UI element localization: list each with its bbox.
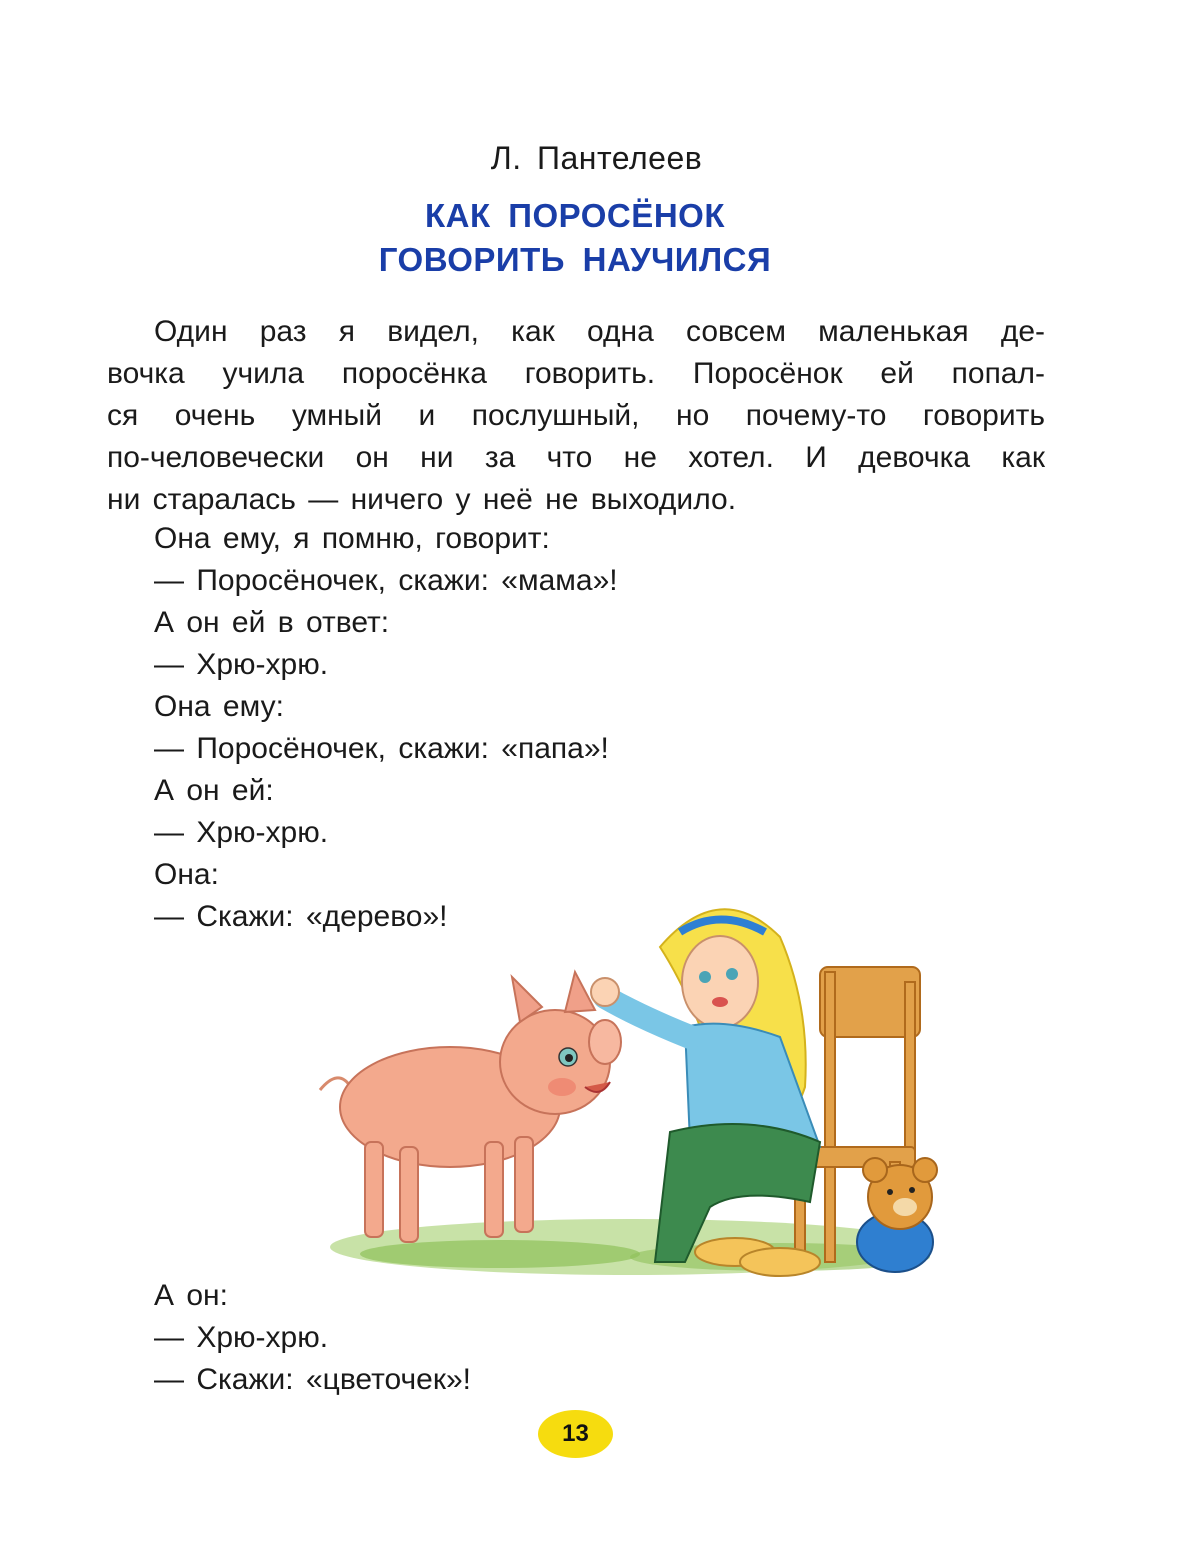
author-name: Л. Пантелеев — [490, 140, 703, 176]
piglet — [320, 972, 621, 1242]
paragraph-line: вочка учила поросёнка говорить. Поросёнок ей попал- — [107, 357, 1045, 390]
story-title — [0, 194, 1150, 282]
dialogue-line: — Скажи: «дерево»! — [154, 900, 448, 933]
dialogue-line: — Хрю-хрю. — [154, 648, 329, 681]
opening-paragraph — [107, 311, 1045, 521]
dialogue-line: — Поросёночек, скажи: «папа»! — [154, 732, 609, 765]
dialogue-line: Она ему, я помню, говорит: — [154, 522, 550, 555]
dialogue-line: Она ему: — [154, 690, 284, 723]
story-title-line-1: КАК ПОРОСЁНОК — [425, 197, 725, 234]
dialogue-line: — Хрю-хрю. — [154, 816, 329, 849]
teddy-bear — [857, 1158, 937, 1272]
dialogue-line: — Хрю-хрю. — [154, 1321, 329, 1354]
dialogue-line: А он: — [154, 1279, 228, 1312]
dialogue-line: А он ей: — [154, 774, 274, 807]
dialogue-line: Она: — [154, 858, 219, 891]
dialogue-line: — Поросёночек, скажи: «мама»! — [154, 564, 618, 597]
paragraph-line: ся очень умный и послушный, но почему-то говорить — [107, 399, 1045, 432]
page-number-badge: 13 — [538, 1410, 613, 1458]
dialogue-line: — Скажи: «цветочек»! — [154, 1363, 472, 1396]
dialogue-line: А он ей в ответ: — [154, 606, 390, 639]
story-title-line-2: ГОВОРИТЬ НАУЧИЛСЯ — [378, 241, 772, 278]
paragraph-line: по-человечески он ни за что не хотел. И девочка как — [107, 441, 1045, 474]
paragraph-line: ни старалась — ничего у неё не выходило. — [107, 483, 737, 516]
paragraph-line: Один раз я видел, как одна совсем маленькая де- — [154, 315, 1045, 348]
girl-and-piglet-illustration — [300, 862, 960, 1287]
